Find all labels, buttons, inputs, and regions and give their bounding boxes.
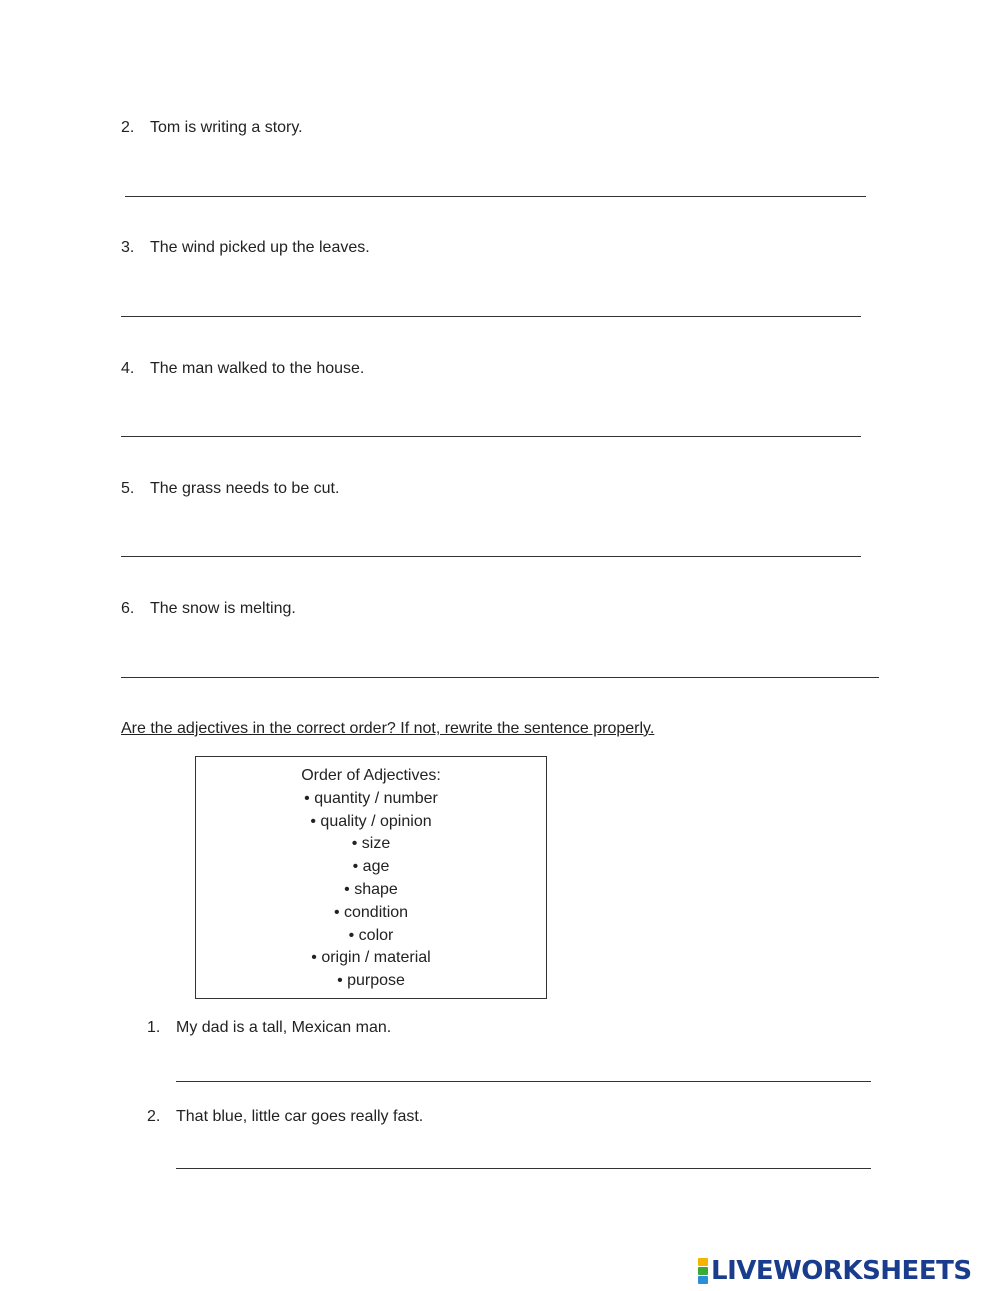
question-number: 2. [147, 1108, 161, 1125]
liveworksheets-logo[interactable] [698, 1256, 972, 1286]
question-number: 3. [121, 239, 135, 256]
order-of-adjectives-box [195, 756, 547, 999]
logo-block-green [698, 1267, 708, 1275]
box-item-size: • size [351, 835, 391, 853]
logo-block-yellow [698, 1258, 708, 1266]
adjective-question-1 [147, 1018, 391, 1038]
logo-text: LIVEWORKSHEETS [711, 1256, 972, 1286]
box-item-quality: • quality / opinion [310, 812, 432, 830]
box-item-condition: • condition [333, 903, 409, 921]
box-item-origin: • origin / material [311, 949, 431, 967]
box-item-age: • age [352, 858, 390, 876]
logo-block-blue [698, 1276, 708, 1284]
box-item-purpose: • purpose [337, 972, 405, 990]
box-title: Order of Adjectives: [301, 767, 441, 784]
question-text: My dad is a tall, Mexican man. [176, 1019, 392, 1036]
question-text: That blue, little car goes really fast. [176, 1108, 424, 1125]
section-heading: Are the adjectives in the correct order? If not, rewrite the sentence properly. [121, 720, 655, 737]
answer-line-6[interactable] [121, 677, 879, 678]
question-text: The wind picked up the leaves. [150, 239, 370, 256]
question-6 [121, 599, 296, 619]
answer-line-5[interactable] [121, 556, 861, 557]
box-item-shape: • shape [344, 880, 398, 898]
question-4 [121, 359, 364, 379]
adjective-question-2 [147, 1107, 423, 1127]
answer-line-adj-1[interactable] [176, 1081, 871, 1082]
question-text: Tom is writing a story. [150, 119, 303, 136]
box-item-quantity: • quantity / number [304, 789, 438, 807]
question-text: The man walked to the house. [150, 360, 365, 377]
question-3 [121, 238, 370, 258]
answer-line-4[interactable] [121, 436, 861, 437]
logo-mark-icon [698, 1258, 708, 1284]
question-5 [121, 479, 339, 499]
question-text: The snow is melting. [150, 600, 296, 617]
question-number: 2. [121, 119, 135, 136]
question-number: 1. [147, 1019, 161, 1036]
answer-line-3[interactable] [121, 316, 861, 317]
question-number: 5. [121, 480, 135, 497]
box-item-color: • color [348, 926, 394, 944]
question-2 [121, 118, 303, 138]
question-number: 4. [121, 360, 135, 377]
answer-line-adj-2[interactable] [176, 1168, 871, 1169]
answer-line-2[interactable] [125, 196, 866, 197]
question-text: The grass needs to be cut. [150, 480, 340, 497]
question-number: 6. [121, 600, 135, 617]
